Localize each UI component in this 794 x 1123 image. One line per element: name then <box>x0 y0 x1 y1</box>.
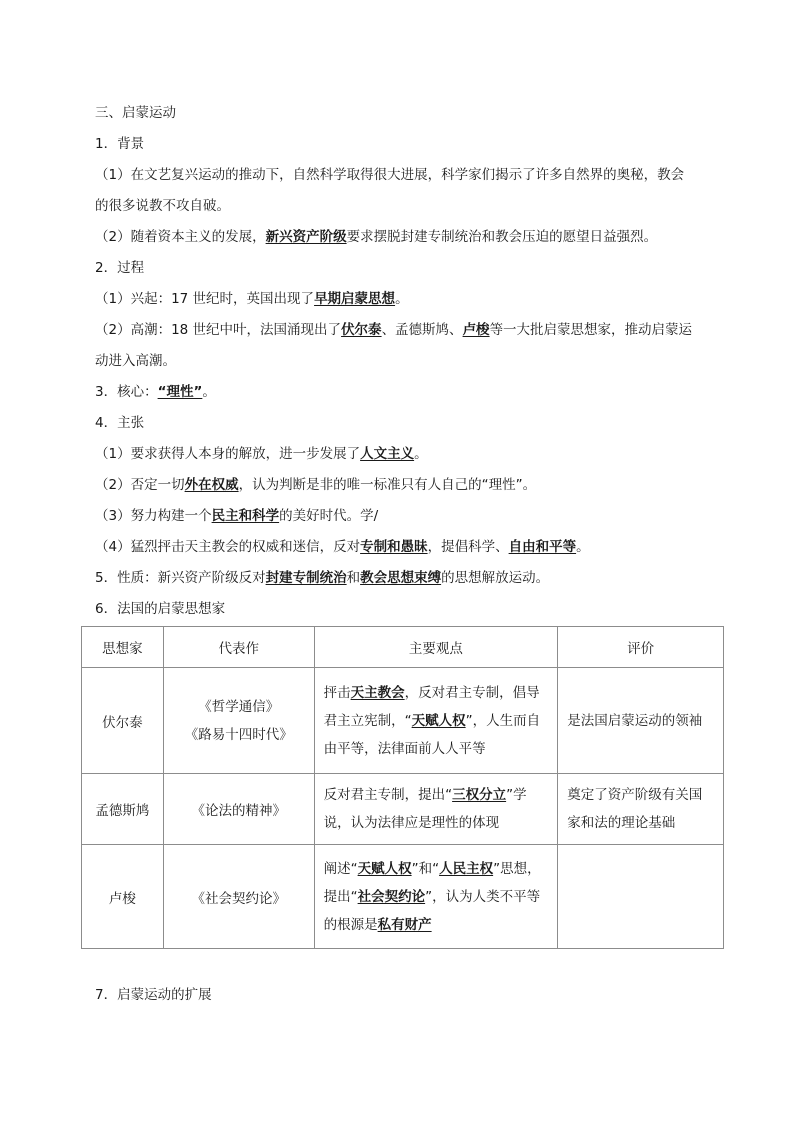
thinker-name: 孟德斯鸠 <box>82 774 164 845</box>
main-views: 阐述“天赋人权”和“人民主权”思想，提出“社会契约论”，认为人类不平等的根源是私有财产 <box>314 845 558 949</box>
section-title: 三、启蒙运动 <box>95 105 176 121</box>
evaluation: 是法国启蒙运动的领袖 <box>558 668 724 774</box>
key-term: 卢梭 <box>462 322 490 338</box>
thinker-name: 卢梭 <box>82 845 164 949</box>
evaluation: 奠定了资产阶级有关国家和法的理论基础 <box>558 774 724 845</box>
heading-claims: 4．主张 <box>95 415 145 431</box>
key-term: “理性” <box>157 384 203 400</box>
claim-item-3: （3）努力构建一个民主和科学的美好时代。学/ <box>95 508 379 524</box>
claim-item-2: （2）否定一切外在权威，认为判断是非的唯一标准只有人自己的“理性”。 <box>95 477 537 493</box>
table-row <box>82 668 724 774</box>
heading-thinkers-table: 6．法国的启蒙思想家 <box>95 601 226 617</box>
process-item-1: （1）兴起：17 世纪时，英国出现了早期启蒙思想。 <box>95 291 409 307</box>
column-header: 评价 <box>558 627 724 668</box>
process-item-2: （2）高潮：18 世纪中叶，法国涌现出了伏尔泰、孟德斯鸠、卢梭等一大批启蒙思想家，推动启蒙运 <box>95 322 693 338</box>
main-views: 抨击天主教会，反对君主专制，倡导君主立宪制，“天赋人权”，人生而自由平等，法律面前人人平等 <box>314 668 558 774</box>
claim-item-4: （4）猛烈抨击天主教会的权威和迷信，反对专制和愚昧，提倡科学、自由和平等。 <box>95 539 590 555</box>
background-item-2: （2）随着资本主义的发展，新兴资产阶级要求摆脱封建专制统治和教会压迫的愿望日益强烈。 <box>95 229 658 245</box>
key-term: 外在权威 <box>184 477 239 493</box>
key-term: 自由和平等 <box>508 539 577 555</box>
representative-works: 《哲学通信》 《路易十四时代》 <box>163 668 314 774</box>
key-term: 专制和愚昧 <box>360 539 428 555</box>
thinker-name: 伏尔泰 <box>82 668 164 774</box>
representative-works: 《论法的精神》 <box>163 774 314 845</box>
key-term: 民主和科学 <box>211 508 280 524</box>
table-row <box>82 774 724 845</box>
table-header-row <box>82 627 724 668</box>
main-views: 反对君主专制，提出“三权分立”学说，认为法律应是理性的体现 <box>314 774 558 845</box>
heading-extension: 7．启蒙运动的扩展 <box>95 987 212 1003</box>
key-term: 伏尔泰 <box>341 322 382 338</box>
background-item-1-line-2: 的很多说教不攻自破。 <box>95 198 230 214</box>
column-header: 主要观点 <box>314 627 558 668</box>
key-term: 人文主义 <box>360 446 415 462</box>
claim-item-1: （1）要求获得人本身的解放，进一步发展了人文主义。 <box>95 446 428 462</box>
key-term: 封建专制统治 <box>265 570 347 586</box>
key-term: 教会思想束缚 <box>360 570 442 586</box>
heading-core: 3．核心：“理性”。 <box>95 384 216 400</box>
key-term: 早期启蒙思想 <box>314 291 396 307</box>
heading-background: 1．背景 <box>95 136 145 152</box>
representative-works: 《社会契约论》 <box>163 845 314 949</box>
table-row <box>82 845 724 949</box>
column-header: 代表作 <box>163 627 314 668</box>
thinkers-table <box>81 626 724 949</box>
column-header: 思想家 <box>82 627 164 668</box>
process-item-2-line-2: 动进入高潮。 <box>95 353 176 369</box>
heading-nature: 5．性质：新兴资产阶级反对封建专制统治和教会思想束缚的思想解放运动。 <box>95 570 550 586</box>
evaluation <box>558 845 724 949</box>
key-term: 新兴资产阶级 <box>265 229 347 245</box>
heading-process: 2．过程 <box>95 260 145 276</box>
background-item-1-line-1: （1）在文艺复兴运动的推动下，自然科学取得很大进展，科学家们揭示了许多自然界的奥秘，教会 <box>95 167 685 183</box>
